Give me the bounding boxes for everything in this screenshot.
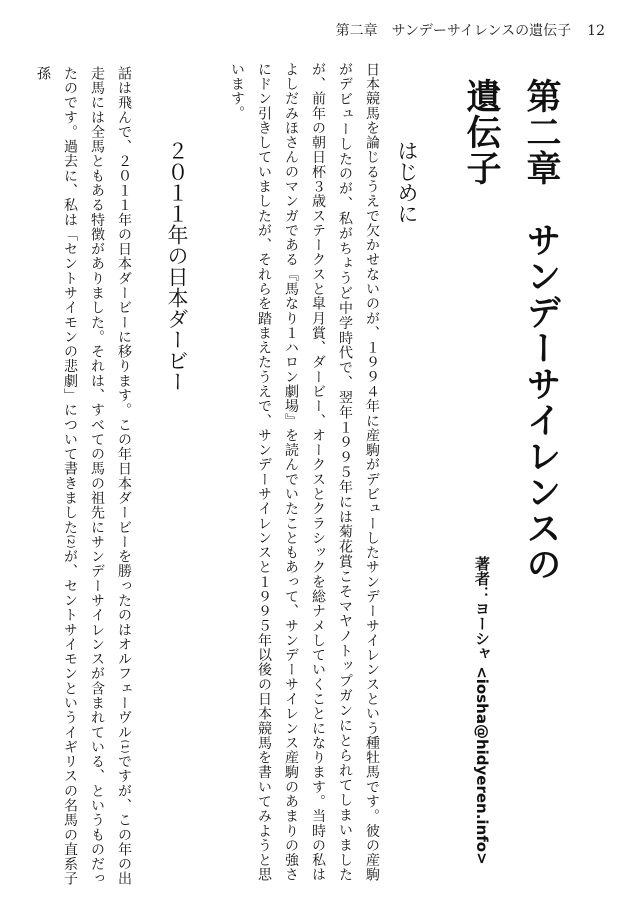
section-heading-intro: はじめに (395, 140, 419, 224)
page-number: 12 (587, 23, 605, 39)
running-header (336, 20, 605, 40)
author-line: 著者：ヨーシャ <iosha@hidyeren.info> (473, 556, 491, 865)
section-heading-derby-2011: ２０１１年の日本ダービー (165, 140, 189, 392)
footnote-ref-2: (2) (65, 534, 75, 550)
intro-paragraph: 日本競馬を論じるうえで欠かせないのが、１９９４年に産駒がデビューしたサンデーサイレンスという種牡馬です。彼の産駒がデビューしたのが、私がちょうど中学時代で、翌年１９９５年には菊花賞こそマヤノトップガンにとられてしまいましたが、前年の朝日杯３歳ステークスと皐月賞、ダービー、オークスとクラシックを総ナメしていくことになります。当時の私はよしだみほさんのマンガである『馬なり１ハロン劇場』を読んでいたこともあって、サンデーサイレンス産駒のあまりの強さにドン引きしていましたが、それらを踏まえたうえで、サンデーサイレンスと１９９５年以後の日本競馬を書いてみようと思います。 (229, 62, 380, 882)
footnote-ref-1: (1) (119, 739, 129, 755)
derby-paragraph-part-c: が、セントサイモンというイギリスの名馬の直系子孫 (35, 66, 78, 886)
derby-paragraph-part-b: ですが、この年の出走馬には全馬ともある特徴がありました。それは、すべての馬の祖先にサンデーサイレンスが含まれている、というものだったのです。過去に、私は「セントサイモンの悲劇」について書きました (62, 66, 132, 886)
derby-paragraph (35, 66, 137, 886)
chapter-title: 第二章 サンデーサイレンスの遺伝子 (461, 78, 562, 582)
derby-paragraph-part-a: 話は飛んで、２０１１年の日本ダービーに移ります。この年日本ダービーを勝ったのはオルフェーヴル (116, 66, 132, 740)
running-header-chapter: 第二章 サンデーサイレンスの遺伝子 (335, 23, 572, 39)
